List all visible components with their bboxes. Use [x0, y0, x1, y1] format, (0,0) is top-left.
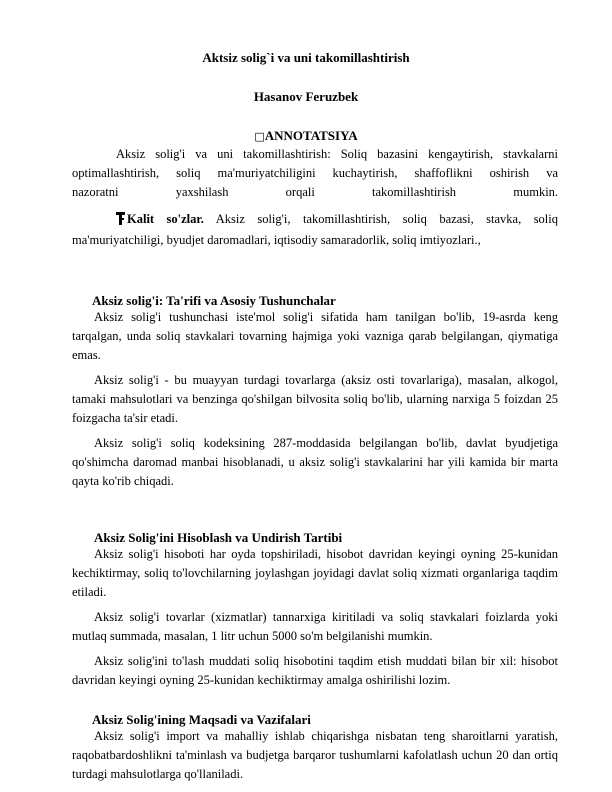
- section-heading: Aksiz Solig'ini Hisoblash va Undirish Tartibi: [94, 530, 343, 545]
- section-body: [72, 727, 558, 784]
- annotation-line-2: optimallashtirish, soliq ma'muriyatchiligini kuchaytirish, shaffoflikni oshirish va: [72, 166, 558, 180]
- section-heading: Aksiz Solig'ining Maqsadi va Vazifalari: [92, 712, 311, 727]
- annotation-word: yaxshilash: [175, 185, 229, 199]
- annotation-heading: ANNOTATSIYA: [264, 128, 358, 143]
- body-paragraph: Aksiz solig'ini to'lash muddati soliq hisobotini taqdim etish muddati bilan bir xil: hisobot davridan keyingi oyning 25-kunidan kechiktirmay amalga oshirilishi lozim.: [72, 654, 558, 687]
- keywords-paragraph: [72, 210, 558, 250]
- body-paragraph: Aksiz solig'i hisoboti har oyda topshiriladi, hisobot davridan keyingi oyning 25-kunidan kechiktirmay, soliq to'lovchilarning joylashgan joyidagi davlat soliq xizmati organlariga taqdim etiladi.: [72, 547, 558, 599]
- body-paragraph: Aksiz solig'i import va mahalliy ishlab chiqarishga nisbatan teng sharoitlarni yaratish, raqobatbardoshlikni ta'minlash va budjetga barqaror tushumlarni kafolatlash uchun 20 dan ortiq turdagi mahsulotlarga qo'llaniladi.: [72, 729, 558, 781]
- section-heading: Aksiz solig'i: Ta'rifi va Asosiy Tushunchalar: [92, 293, 336, 308]
- keywords-block: [72, 210, 558, 250]
- body-paragraph: Aksiz solig'i - bu muayyan turdagi tovarlarga (aksiz osti tovarlariga), masalan, alkogol, tamaki mahsulotlari va benzinga qo'shilgan bilvosita soliq bo'lib, ularning narxiga 5 foizdan 25 foizgacha ta'sir etadi.: [72, 373, 558, 425]
- annotation-word: takomillashtirish: [372, 185, 457, 199]
- section-body: [72, 545, 558, 690]
- annotation-line-3: [72, 183, 558, 202]
- annotation-word: nazoratni: [72, 185, 119, 199]
- body-paragraph: Aksiz solig'i soliq kodeksining 287-moddasida belgilangan bo'lib, davlat byudjetiga qo'shimcha daromad manbai hisoblanadi, u aksiz solig'i stavkalarini har yili kamida bir marta qayta ko'rib chiqadi.: [72, 436, 558, 488]
- annotation-line-1: Aksiz solig'i va uni takomillashtirish: Soliq bazasini kengaytirish, stavkalarni: [116, 147, 558, 161]
- article-title: Aktsiz solig`i va uni takomillashtirish: [202, 50, 410, 65]
- body-paragraph: Aksiz solig'i tovarlar (xizmatlar) tannarxiga kiritiladi va soliq stavkalari foizlarda yoki mutlaq summada, masalan, 1 litr uchun 5000 so'm belgilanishi mumkin.: [72, 610, 558, 643]
- annotation-word: orqali: [285, 185, 315, 199]
- article-author: Hasanov Feruzbek: [253, 89, 359, 104]
- annotation-word: mumkin.: [513, 185, 559, 199]
- missing-glyph-icon: □: [254, 130, 265, 143]
- key-icon: [94, 212, 125, 231]
- keywords-label: Kalit so'zlar.: [127, 212, 204, 226]
- keywords-text: Aksiz solig'i, takomillashtirish, soliq bazasi, stavka, soliq ma'muriyatchiligi, byudjet daromadlari, iqtisodiy samaradorlik, soliq imtiyozlari.,: [72, 212, 559, 247]
- annotation-heading-line: [0, 128, 612, 145]
- annotation-block: [72, 145, 558, 202]
- body-paragraph: Aksiz solig'i tushunchasi iste'mol solig'i sifatida ham tanilgan bo'lib, 19-asrda keng tarqalgan, unda soliq stavkalari tovarning hajmiga yoki vazniga qarab belgilangan, qiymatiga emas.: [72, 310, 558, 362]
- section-body: [72, 308, 558, 491]
